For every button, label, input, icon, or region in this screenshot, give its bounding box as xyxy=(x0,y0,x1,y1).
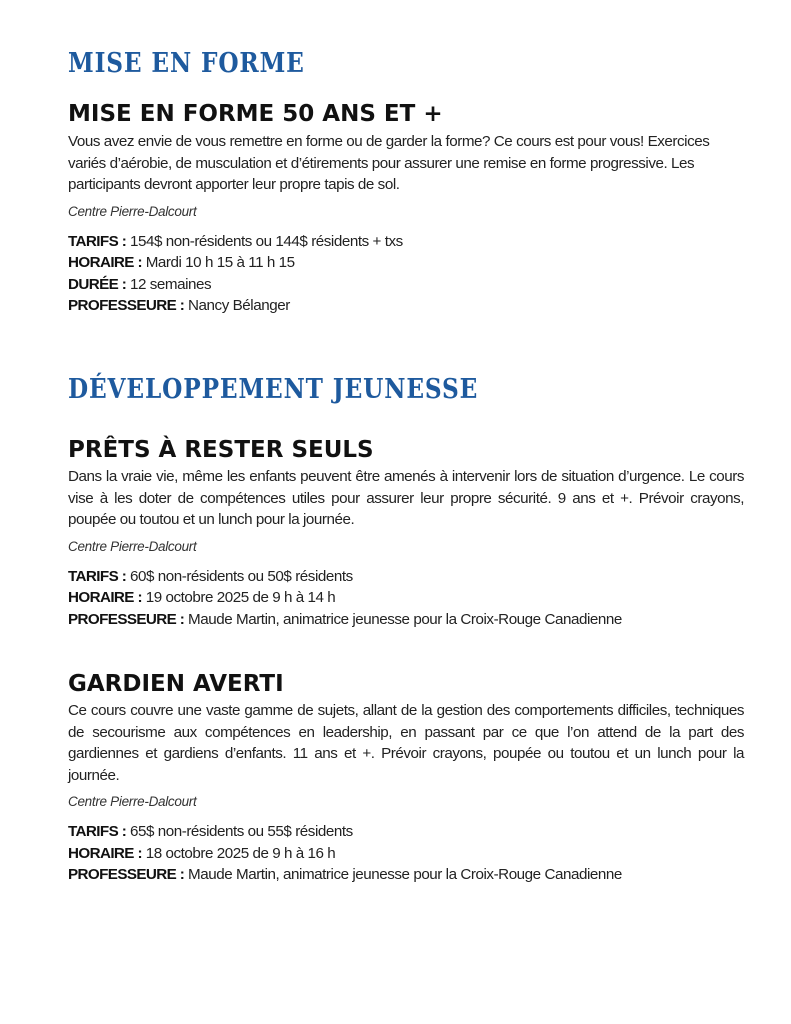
info-label: TARIFS : xyxy=(68,567,127,585)
info-value: 60$ non-résidents ou 50$ résidents xyxy=(126,567,353,585)
course-title: PRÊTS À RESTER SEULS xyxy=(68,437,374,463)
info-label: TARIFS : xyxy=(68,823,127,840)
course-professeure xyxy=(68,609,744,631)
course-title: GARDIEN AVERTI xyxy=(68,671,284,697)
info-label: TARIFS : xyxy=(68,232,127,250)
course-description: Ce cours couvre une vaste gamme de sujets, allant de la gestion des comportements difficiles, techniques de secourisme aux compétences en leadership, en passant par ce que l’on attend de la part des gardiennes et gardiens d’enfants. 11 ans et +. Prévoir crayons, poupée ou toutou et un lunch pour la journée. xyxy=(68,702,744,784)
course-mise-en-forme-50 xyxy=(68,100,744,317)
course-horaire xyxy=(68,587,744,609)
course-duree xyxy=(68,274,744,296)
info-label: PROFESSEURE : xyxy=(68,610,185,628)
info-value: 18 octobre 2025 de 9 h à 16 h xyxy=(141,844,336,862)
info-label: PROFESSEURE : xyxy=(68,297,185,314)
info-label: HORAIRE : xyxy=(68,844,142,862)
info-value: 19 octobre 2025 de 9 h à 14 h xyxy=(141,589,336,606)
info-value: 154$ non-résidents ou 144$ résidents + txs xyxy=(126,232,403,250)
info-value: 65$ non-résidents ou 55$ résidents xyxy=(126,823,353,840)
section-title-mise-en-forme: MISE EN FORME xyxy=(68,48,305,79)
section-title-developpement-jeunesse: DÉVELOPPEMENT JEUNESSE xyxy=(68,374,479,405)
info-label: HORAIRE : xyxy=(68,254,142,271)
course-horaire xyxy=(68,252,744,274)
course-horaire xyxy=(68,843,744,865)
info-value: Mardi 10 h 15 à 11 h 15 xyxy=(141,254,295,271)
info-value: Maude Martin, animatrice jeunesse pour la Croix-Rouge Canadienne xyxy=(184,610,622,628)
info-value: 12 semaines xyxy=(126,275,212,293)
course-prets-a-rester-seuls xyxy=(68,436,744,630)
info-label: PROFESSEURE : xyxy=(68,866,185,883)
info-label: DURÉE : xyxy=(68,275,127,293)
course-tarifs xyxy=(68,231,744,253)
course-gardien-averti xyxy=(68,670,744,886)
course-description: Dans la vraie vie, même les enfants peuvent être amenés à intervenir lors de situation d’urgence. Le cours vise à les doter de compétences utiles pour assurer leur propre sécurité. 9 ans et +. Prévoir crayons, poupée ou toutou et un lunch pour la journée. xyxy=(68,468,744,528)
course-tarifs xyxy=(68,566,744,588)
course-description: Vous avez envie de vous remettre en forme ou de garder la forme? Ce cours est pour vous! Exercices variés d’aérobie, de musculation et d’étirements pour assurer une remise en forme progressive. Les participants devront apporter leur propre tapis de sol. xyxy=(68,133,710,193)
course-title: MISE EN FORME 50 ANS ET + xyxy=(68,101,443,127)
course-location: Centre Pierre-Dalcourt xyxy=(68,203,197,219)
course-tarifs xyxy=(68,821,744,843)
course-professeure xyxy=(68,864,744,886)
info-value: Nancy Bélanger xyxy=(184,297,290,314)
course-location: Centre Pierre-Dalcourt xyxy=(68,538,197,554)
info-value: Maude Martin, animatrice jeunesse pour la Croix-Rouge Canadienne xyxy=(184,866,622,883)
course-professeure xyxy=(68,295,744,317)
course-location: Centre Pierre-Dalcourt xyxy=(68,794,197,809)
info-label: HORAIRE : xyxy=(68,589,142,606)
